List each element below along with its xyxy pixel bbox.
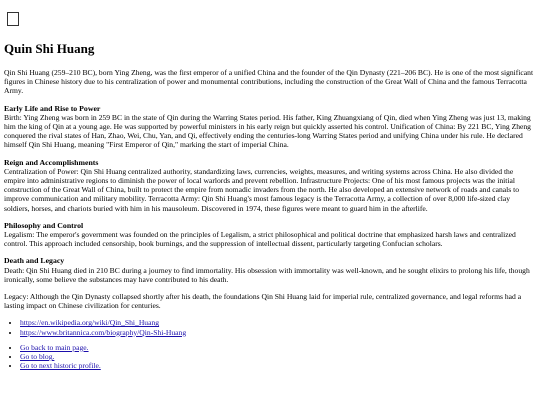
broken-image-icon <box>7 12 19 26</box>
section-body-death: Death: Qin Shi Huang died in 210 BC during a journey to find immortality. His obsession with immortality was well-known, and he sought elixirs to prolong his life, though ironically, some believe the substances may have contributed to his death. <box>4 265 530 284</box>
article-content <box>4 68 536 376</box>
legacy-paragraph: Legacy: Although the Qin Dynasty collapsed shortly after his death, the foundations Qin Shi Huang laid for imperial rule, centralized governance, and legal reforms had a lasting impact on Chinese civilization for centuries. <box>4 292 522 311</box>
section-body-philosophy: Legalism: The emperor's government was founded on the principles of Legalism, a strict philosophical and political doctrine that emphasized harsh laws and centralized control. This approach included censorship, book burnings, and the suppression of intellectual dissent, particularly targeting Confucian scholars. <box>4 230 516 249</box>
back-to-main-link[interactable]: Go back to main page. <box>20 342 89 352</box>
reference-list <box>4 318 536 336</box>
section-heading-reign: Reign and Accomplishments <box>4 157 99 167</box>
section-heading-death: Death and Legacy <box>4 256 65 266</box>
next-profile-link[interactable]: Go to next historic profile. <box>20 361 101 371</box>
reference-link-wikipedia[interactable]: https://en.wikipedia.org/wiki/Qin_Shi_Huang <box>20 318 160 328</box>
section-body-early-life: Birth: Ying Zheng was born in 259 BC in the state of Qin during the Warring States period. His father, King Zhuangxiang of Qin, died when Ying Zheng was just 13, making him the king of Qin at a young age. He was supported by powerful ministers in his early reign but quickly asserted his control. Unification of China: By 221 BC, Ying Zheng conquered the rival states of Han, Zhao, Wei, Chu, Yan, and Qi, effectively ending the centuries-long Warring States period and unifying China under his rule. He declared himself Qin Shi Huang, meaning "First Emperor of Qin," marking the start of imperial China. <box>4 112 531 150</box>
list-item <box>20 361 536 370</box>
intro-paragraph: Qin Shi Huang (259–210 BC), born Ying Zheng, was the first emperor of a unified China and the founder of the Qin Dynasty (221–206 BC). He is one of the most significant figures in Chinese history due to his centralization of power and monumental contributions, including the construction of the Great Wall of China and the famous Terracotta Army. <box>4 68 534 96</box>
section-body-reign: Centralization of Power: Qin Shi Huang centralized authority, standardizing laws, currencies, weights, measures, and writing systems across China. He also divided the empire into administrative regions to diminish the power of local warlords and prevent rebellion. Infrastructure Projects: One of his most famous projects was the initial construction of the Great Wall of China, built to protect the empire from nomadic invaders from the north. He also developed an extensive network of roads and canals to improve communication and military mobility. Terracotta Army: Qin Shi Huang's most famous legacy is the Terracotta Army, a collection of over 8,000 life-sized clay soldiers, horses, and chariots buried with him in his mausoleum. Discovered in 1974, these figures were meant to guard him in the afterlife. <box>4 166 520 213</box>
blog-link[interactable]: Go to blog. <box>20 352 55 362</box>
list-item <box>20 343 536 352</box>
page-title: Quin Shi Huang <box>4 41 95 56</box>
section-heading-philosophy: Philosophy and Control <box>4 220 84 230</box>
list-item <box>20 318 536 327</box>
list-item <box>20 328 536 337</box>
navigation-list <box>4 343 536 371</box>
section-heading-early-life: Early Life and Rise to Power <box>4 103 101 113</box>
reference-link-britannica[interactable]: https://www.britannica.com/biography/Qin-Shi-Huang <box>20 327 187 337</box>
list-item <box>20 352 536 361</box>
